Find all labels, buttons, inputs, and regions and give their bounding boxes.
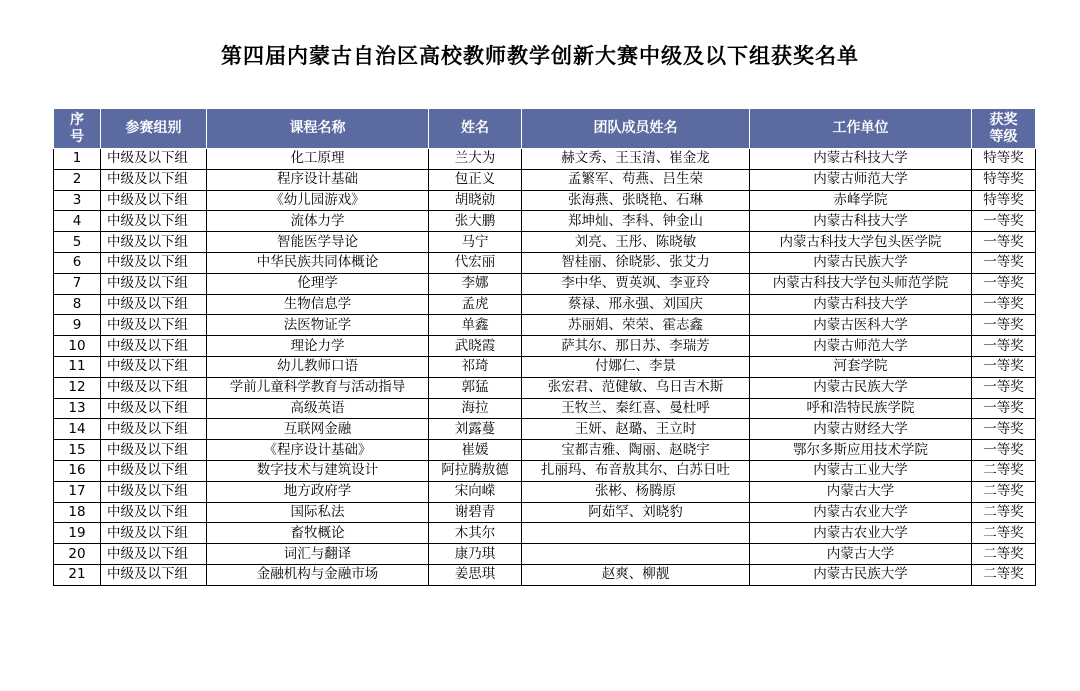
cell-unit: 内蒙古大学 <box>750 544 972 565</box>
cell-name: 康乃琪 <box>429 544 522 565</box>
cell-group: 中级及以下组 <box>101 460 207 481</box>
cell-group: 中级及以下组 <box>101 169 207 190</box>
table-row <box>54 544 1036 565</box>
table-row <box>54 336 1036 357</box>
cell-unit: 内蒙古科技大学 <box>750 211 972 232</box>
cell-group: 中级及以下组 <box>101 523 207 544</box>
cell-group: 中级及以下组 <box>101 315 207 336</box>
cell-team: 付娜仁、李景 <box>522 356 750 377</box>
cell-name: 代宏丽 <box>429 252 522 273</box>
cell-course: 化工原理 <box>207 149 429 170</box>
cell-name: 木其尔 <box>429 523 522 544</box>
table-row <box>54 523 1036 544</box>
table-row <box>54 190 1036 211</box>
cell-index: 11 <box>54 356 101 377</box>
cell-team: 智桂丽、徐晓影、张艾力 <box>522 252 750 273</box>
cell-unit: 鄂尔多斯应用技术学院 <box>750 440 972 461</box>
cell-team: 张彬、杨腾原 <box>522 481 750 502</box>
cell-course: 流体力学 <box>207 211 429 232</box>
cell-course: 地方政府学 <box>207 481 429 502</box>
cell-award: 二等奖 <box>972 523 1036 544</box>
cell-index: 10 <box>54 336 101 357</box>
cell-name: 崔媛 <box>429 440 522 461</box>
cell-award: 特等奖 <box>972 190 1036 211</box>
cell-team: 蔡禄、邢永强、刘国庆 <box>522 294 750 315</box>
table-row <box>54 315 1036 336</box>
cell-award: 一等奖 <box>972 419 1036 440</box>
cell-group: 中级及以下组 <box>101 149 207 170</box>
cell-course: 程序设计基础 <box>207 169 429 190</box>
cell-course: 理论力学 <box>207 336 429 357</box>
cell-name: 阿拉腾敖德 <box>429 460 522 481</box>
cell-group: 中级及以下组 <box>101 190 207 211</box>
cell-name: 张大鹏 <box>429 211 522 232</box>
cell-award: 一等奖 <box>972 377 1036 398</box>
cell-name: 海拉 <box>429 398 522 419</box>
table-row <box>54 398 1036 419</box>
cell-name: 郭猛 <box>429 377 522 398</box>
cell-name: 胡晓勍 <box>429 190 522 211</box>
cell-course: 伦理学 <box>207 273 429 294</box>
cell-unit: 内蒙古科技大学 <box>750 149 972 170</box>
cell-unit: 河套学院 <box>750 356 972 377</box>
cell-unit: 内蒙古大学 <box>750 481 972 502</box>
cell-unit: 内蒙古科技大学包头医学院 <box>750 232 972 253</box>
table-row <box>54 169 1036 190</box>
cell-award: 一等奖 <box>972 232 1036 253</box>
cell-team: 郑坤灿、李科、钟金山 <box>522 211 750 232</box>
cell-team: 李中华、贾英飒、李亚玲 <box>522 273 750 294</box>
cell-award: 一等奖 <box>972 294 1036 315</box>
header-award <box>972 109 1036 149</box>
header-group: 参赛组别 <box>101 109 207 149</box>
table-row <box>54 419 1036 440</box>
cell-index: 17 <box>54 481 101 502</box>
cell-course: 国际私法 <box>207 502 429 523</box>
cell-team: 扎丽玛、布音敖其尔、白苏日吐 <box>522 460 750 481</box>
table-row <box>54 460 1036 481</box>
cell-team <box>522 523 750 544</box>
cell-unit: 内蒙古民族大学 <box>750 564 972 585</box>
cell-course: 中华民族共同体概论 <box>207 252 429 273</box>
cell-course: 法医物证学 <box>207 315 429 336</box>
table-row <box>54 377 1036 398</box>
table-row <box>54 211 1036 232</box>
cell-course: 数字技术与建筑设计 <box>207 460 429 481</box>
cell-index: 7 <box>54 273 101 294</box>
cell-group: 中级及以下组 <box>101 377 207 398</box>
cell-award: 二等奖 <box>972 564 1036 585</box>
cell-index: 5 <box>54 232 101 253</box>
cell-award: 一等奖 <box>972 336 1036 357</box>
cell-unit: 内蒙古财经大学 <box>750 419 972 440</box>
header-index-label: 序号 <box>70 111 84 145</box>
cell-award: 一等奖 <box>972 356 1036 377</box>
cell-group: 中级及以下组 <box>101 419 207 440</box>
cell-course: 《幼儿园游戏》 <box>207 190 429 211</box>
cell-name: 祁琦 <box>429 356 522 377</box>
cell-course: 生物信息学 <box>207 294 429 315</box>
table-row <box>54 232 1036 253</box>
cell-unit: 内蒙古科技大学 <box>750 294 972 315</box>
cell-team: 张海燕、张晓艳、石琳 <box>522 190 750 211</box>
cell-award: 一等奖 <box>972 273 1036 294</box>
cell-index: 13 <box>54 398 101 419</box>
cell-award: 二等奖 <box>972 460 1036 481</box>
cell-group: 中级及以下组 <box>101 398 207 419</box>
cell-team: 阿茹罕、刘晓豹 <box>522 502 750 523</box>
cell-team: 张宏君、范健敏、乌日吉木斯 <box>522 377 750 398</box>
cell-unit: 内蒙古工业大学 <box>750 460 972 481</box>
cell-team: 宝都吉雅、陶丽、赵晓宇 <box>522 440 750 461</box>
cell-award: 特等奖 <box>972 169 1036 190</box>
cell-index: 9 <box>54 315 101 336</box>
cell-index: 15 <box>54 440 101 461</box>
cell-course: 智能医学导论 <box>207 232 429 253</box>
header-index <box>54 109 101 149</box>
header-name: 姓名 <box>429 109 522 149</box>
table-row <box>54 252 1036 273</box>
table-row <box>54 502 1036 523</box>
table-row <box>54 564 1036 585</box>
cell-team: 萨其尔、那日苏、李瑞芳 <box>522 336 750 357</box>
cell-index: 2 <box>54 169 101 190</box>
cell-name: 姜思琪 <box>429 564 522 585</box>
cell-award: 一等奖 <box>972 440 1036 461</box>
cell-index: 12 <box>54 377 101 398</box>
cell-course: 互联网金融 <box>207 419 429 440</box>
cell-group: 中级及以下组 <box>101 356 207 377</box>
cell-index: 1 <box>54 149 101 170</box>
cell-name: 武晓霞 <box>429 336 522 357</box>
cell-group: 中级及以下组 <box>101 481 207 502</box>
cell-team: 王牧兰、秦红喜、曼杜呼 <box>522 398 750 419</box>
cell-course: 《程序设计基础》 <box>207 440 429 461</box>
table-row <box>54 149 1036 170</box>
cell-team: 赵爽、柳靓 <box>522 564 750 585</box>
awards-table <box>53 108 1036 586</box>
cell-award: 一等奖 <box>972 398 1036 419</box>
cell-unit: 呼和浩特民族学院 <box>750 398 972 419</box>
cell-unit: 内蒙古农业大学 <box>750 502 972 523</box>
cell-unit: 内蒙古民族大学 <box>750 252 972 273</box>
cell-team: 赫文秀、王玉清、崔金龙 <box>522 149 750 170</box>
cell-award: 二等奖 <box>972 502 1036 523</box>
cell-unit: 内蒙古民族大学 <box>750 377 972 398</box>
cell-unit: 内蒙古师范大学 <box>750 336 972 357</box>
cell-group: 中级及以下组 <box>101 564 207 585</box>
cell-index: 18 <box>54 502 101 523</box>
cell-team <box>522 544 750 565</box>
cell-course: 金融机构与金融市场 <box>207 564 429 585</box>
cell-course: 畜牧概论 <box>207 523 429 544</box>
cell-team: 孟繁军、苟燕、吕生荣 <box>522 169 750 190</box>
cell-unit: 内蒙古农业大学 <box>750 523 972 544</box>
table-row <box>54 356 1036 377</box>
cell-name: 宋向嵘 <box>429 481 522 502</box>
cell-team: 苏丽娟、荣荣、霍志鑫 <box>522 315 750 336</box>
cell-team: 刘亮、王彤、陈晓敏 <box>522 232 750 253</box>
cell-index: 19 <box>54 523 101 544</box>
cell-unit: 赤峰学院 <box>750 190 972 211</box>
cell-name: 谢碧青 <box>429 502 522 523</box>
header-team: 团队成员姓名 <box>522 109 750 149</box>
table-row <box>54 273 1036 294</box>
cell-unit: 内蒙古师范大学 <box>750 169 972 190</box>
page-title: 第四届内蒙古自治区高校教师教学创新大赛中级及以下组获奖名单 <box>221 44 859 68</box>
cell-group: 中级及以下组 <box>101 440 207 461</box>
cell-name: 马宁 <box>429 232 522 253</box>
table-row <box>54 481 1036 502</box>
cell-name: 孟虎 <box>429 294 522 315</box>
cell-award: 特等奖 <box>972 149 1036 170</box>
cell-group: 中级及以下组 <box>101 544 207 565</box>
header-unit: 工作单位 <box>750 109 972 149</box>
cell-course: 词汇与翻译 <box>207 544 429 565</box>
header-award-label: 获奖等级 <box>989 111 1018 145</box>
cell-course: 高级英语 <box>207 398 429 419</box>
cell-group: 中级及以下组 <box>101 273 207 294</box>
cell-index: 20 <box>54 544 101 565</box>
cell-index: 6 <box>54 252 101 273</box>
cell-award: 二等奖 <box>972 481 1036 502</box>
cell-name: 单鑫 <box>429 315 522 336</box>
table-row <box>54 440 1036 461</box>
cell-group: 中级及以下组 <box>101 232 207 253</box>
cell-team: 王妍、赵璐、王立时 <box>522 419 750 440</box>
cell-name: 刘露蔓 <box>429 419 522 440</box>
table-row <box>54 294 1036 315</box>
cell-index: 4 <box>54 211 101 232</box>
cell-group: 中级及以下组 <box>101 502 207 523</box>
cell-group: 中级及以下组 <box>101 336 207 357</box>
cell-award: 二等奖 <box>972 544 1036 565</box>
cell-award: 一等奖 <box>972 315 1036 336</box>
header-row <box>54 109 1036 149</box>
cell-course: 幼儿教师口语 <box>207 356 429 377</box>
cell-award: 一等奖 <box>972 252 1036 273</box>
header-course: 课程名称 <box>207 109 429 149</box>
cell-group: 中级及以下组 <box>101 294 207 315</box>
cell-group: 中级及以下组 <box>101 211 207 232</box>
cell-name: 李娜 <box>429 273 522 294</box>
cell-index: 16 <box>54 460 101 481</box>
cell-unit: 内蒙古科技大学包头师范学院 <box>750 273 972 294</box>
cell-index: 3 <box>54 190 101 211</box>
cell-group: 中级及以下组 <box>101 252 207 273</box>
cell-name: 包正义 <box>429 169 522 190</box>
cell-index: 8 <box>54 294 101 315</box>
cell-course: 学前儿童科学教育与活动指导 <box>207 377 429 398</box>
cell-award: 一等奖 <box>972 211 1036 232</box>
table-body <box>54 149 1036 586</box>
cell-index: 14 <box>54 419 101 440</box>
table-header <box>54 109 1036 149</box>
cell-name: 兰大为 <box>429 149 522 170</box>
cell-index: 21 <box>54 564 101 585</box>
cell-unit: 内蒙古医科大学 <box>750 315 972 336</box>
